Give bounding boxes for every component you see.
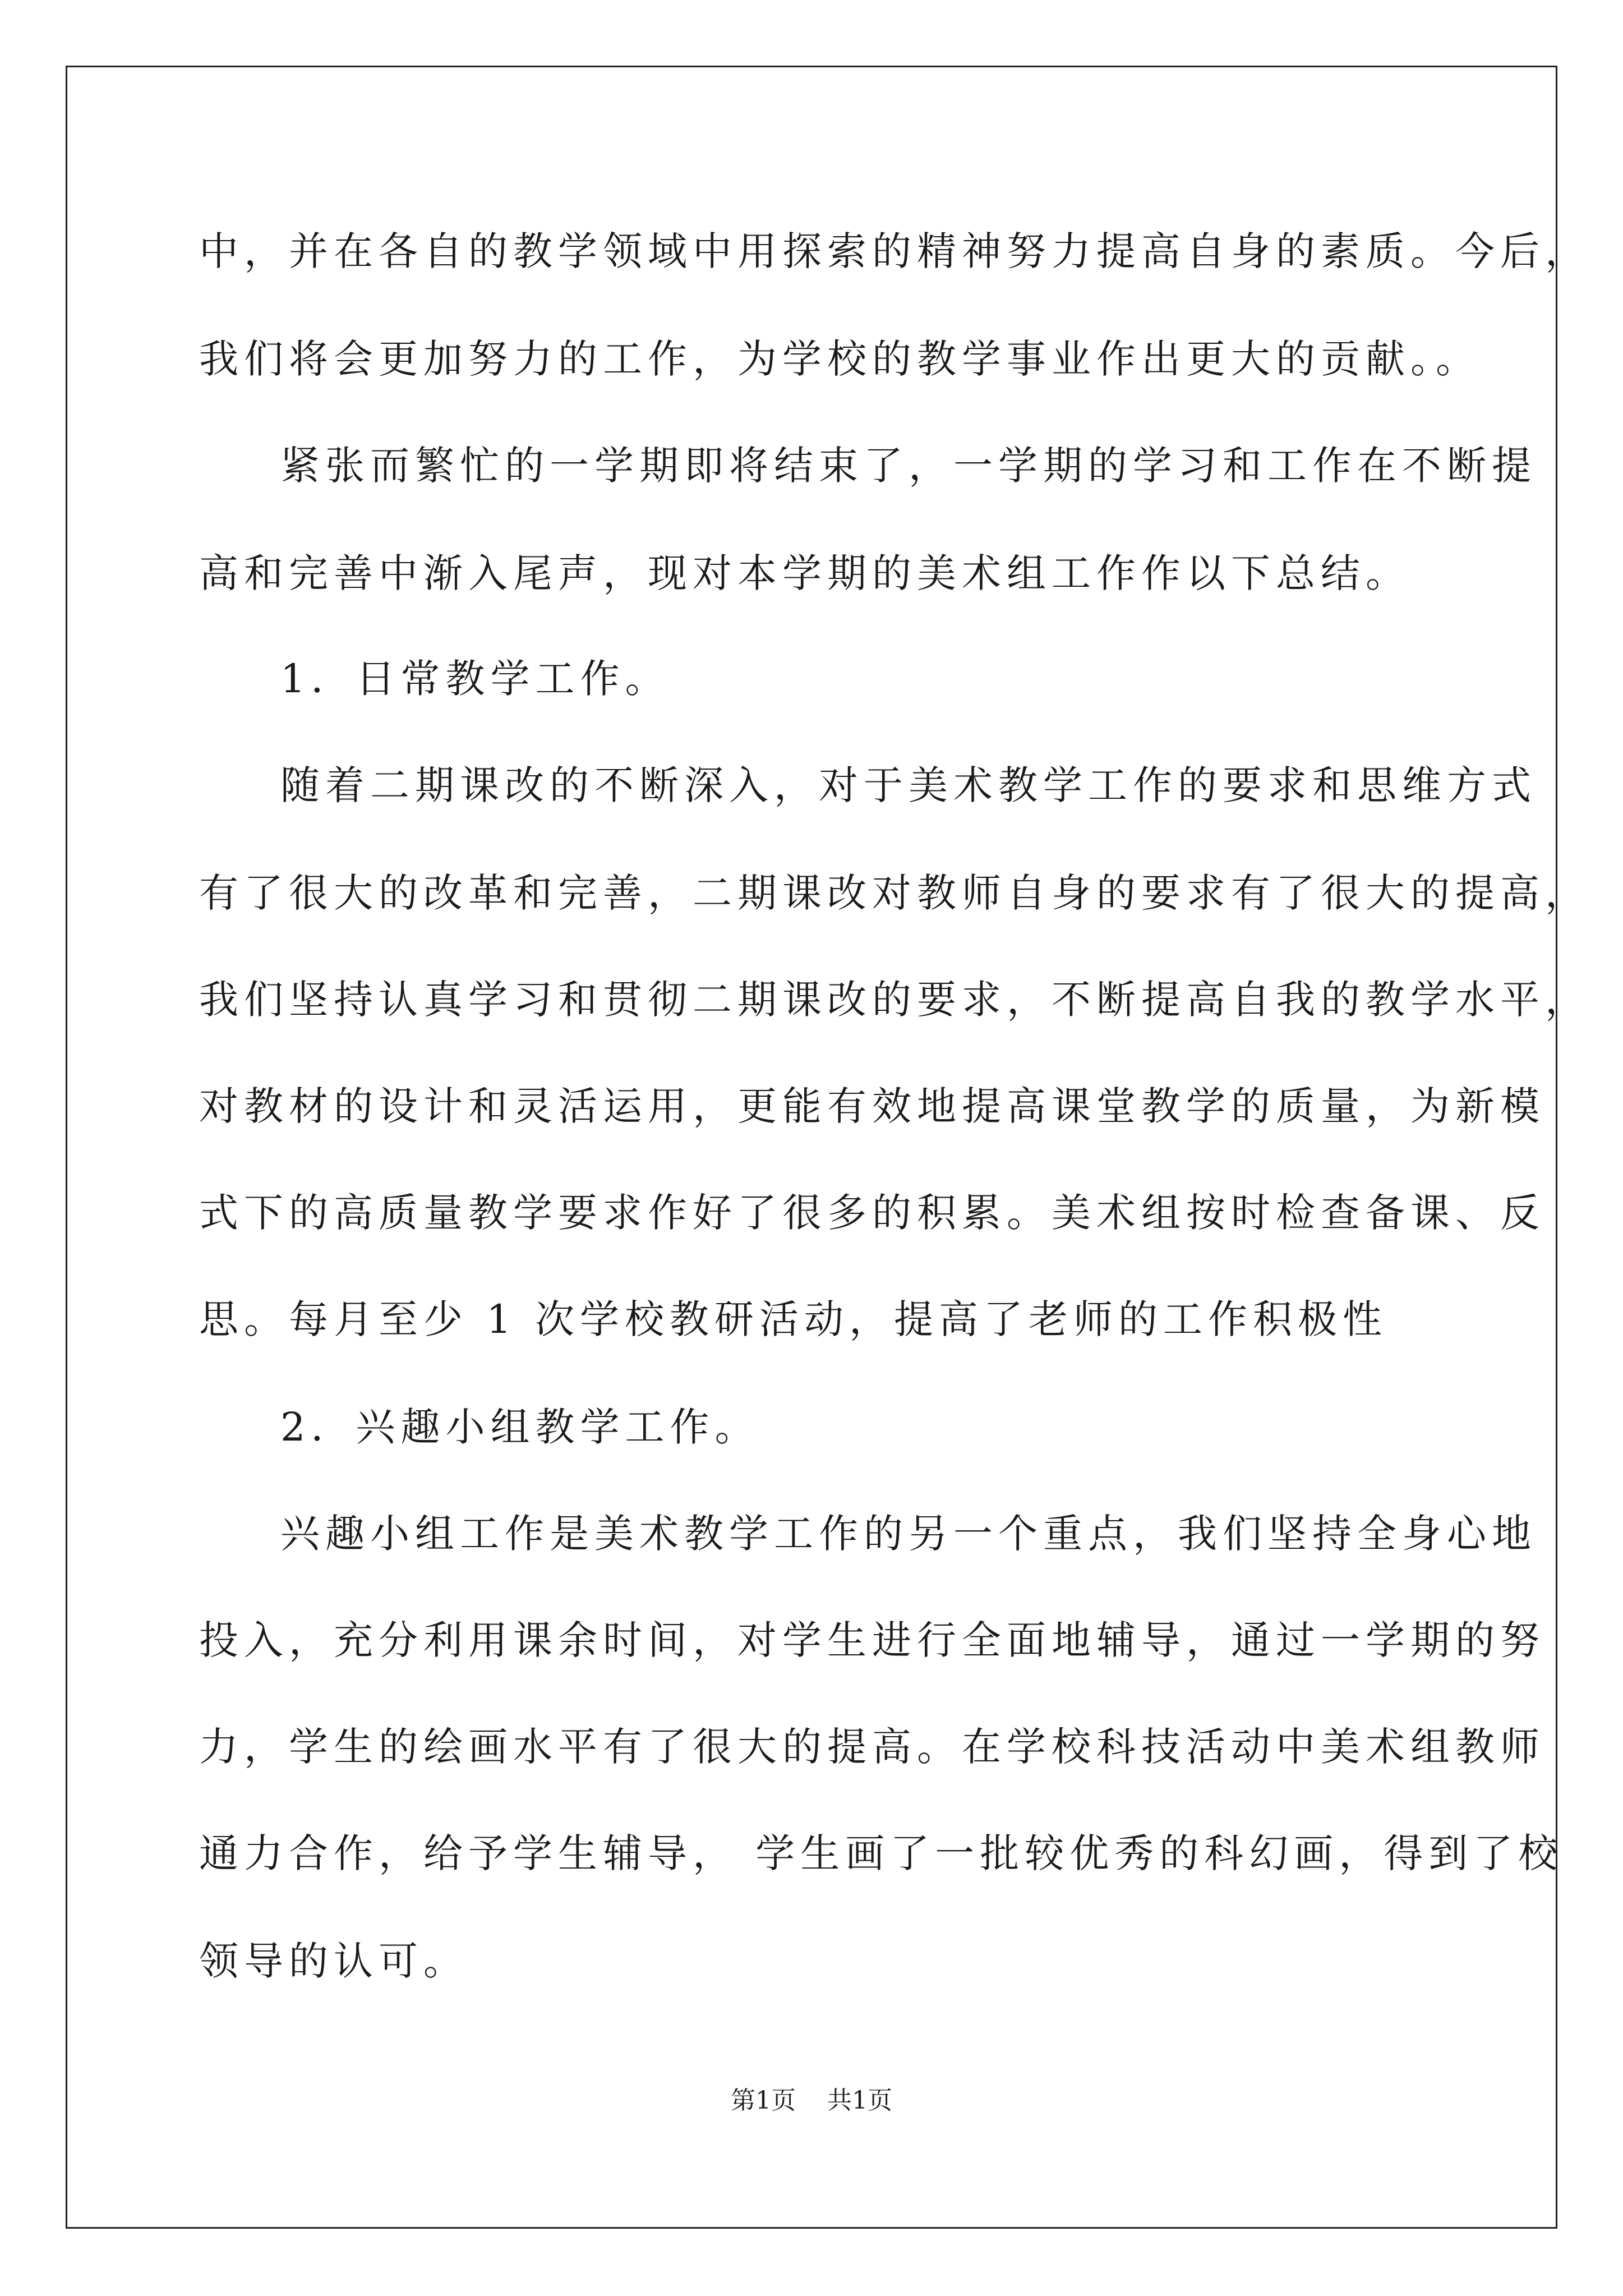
text-line-content: 对教材的设计和灵活运用，更能有效地提高课堂教学的质量，为新模 (199, 1083, 1545, 1129)
text-line-content: 中，并在各自的教学领域中用探索的精神努力提高自身的素质。今后， (199, 228, 1590, 274)
text-line-content: 思。每月至少 1 次学校教研活动，提高了老师的工作积极性 (199, 1296, 1388, 1342)
text-line-content: 有了很大的改革和完善，二期课改对教师自身的要求有了很大的提高， (199, 870, 1590, 916)
section-heading-text: 1．日常教学工作。 (280, 656, 670, 702)
text-line-content: 随着二期课改的不断深入，对于美术教学工作的要求和思维方式 (280, 762, 1537, 808)
text-line-content: 紧张而繁忙的一学期即将结束了，一学期的学习和工作在不断提 (280, 443, 1537, 489)
text-line-content: 通力合作，给予学生辅导， 学生画了一批较优秀的科幻画，得到了校 (199, 1830, 1564, 1876)
page-number-total: 共1页 (827, 2086, 892, 2115)
text-line-content: 式下的高质量教学要求作好了很多的积累。美术组按时检查备课、反 (199, 1190, 1545, 1236)
text-line-content: 领导的认可。 (199, 1938, 468, 1984)
text-line-content: 高和完善中渐入尾声，现对本学期的美术组工作作以下总结。 (199, 550, 1410, 596)
text-line-content: 投入，充分利用课余时间，对学生进行全面地辅导，通过一学期的努 (199, 1617, 1545, 1663)
text-line-content: 力，学生的绘画水平有了很大的提高。在学校科技活动中美术组教师 (199, 1724, 1545, 1770)
page-footer (0, 2087, 1623, 2115)
text-line-content: 我们将会更加努力的工作，为学校的教学事业作出更大的贡献。。 (199, 336, 1481, 382)
text-line-content: 我们坚持认真学习和贯彻二期课改的要求，不断提高自我的教学水平， (199, 977, 1590, 1023)
section-heading-text: 2．兴趣小组教学工作。 (280, 1404, 760, 1450)
page-border (66, 66, 1557, 2229)
text-line-content: 兴趣小组工作是美术教学工作的另一个重点，我们坚持全身心地 (280, 1511, 1537, 1557)
page-number-current: 第1页 (731, 2086, 796, 2115)
